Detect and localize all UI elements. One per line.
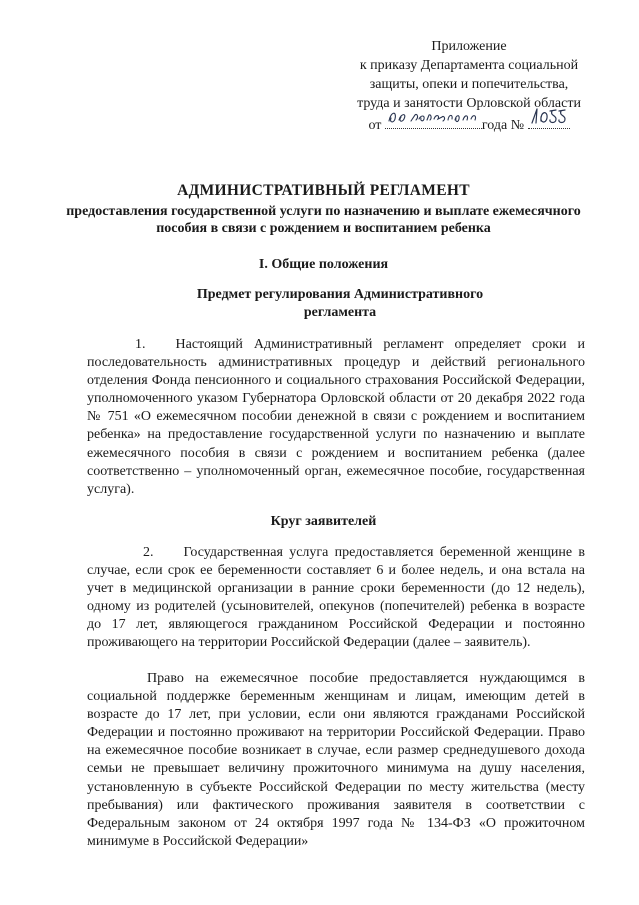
handwritten-number (528, 113, 570, 129)
appendix-date-number-line (345, 113, 593, 135)
handwritten-date-scribble (385, 105, 482, 127)
paragraph-1-number: 1. (135, 337, 146, 352)
appendix-region-line: труда и занятости Орловской области (357, 96, 581, 111)
regulation-title: АДМИНИСТРАТИВНЫЙ РЕГЛАМЕНТ (177, 182, 470, 199)
paragraph-2-number: 2. (143, 545, 154, 560)
paragraph-1 (87, 336, 585, 499)
handwritten-date (385, 113, 482, 129)
section-heading-general: I. Общие положения (258, 257, 389, 272)
paragraph-1-text: Настоящий Административный регламент определяет сроки и последовательность административных процедур и действий регионального отделения Фонда пенсионного и социального страхования Российской Федерации, уполномоченного указом Губернатора Орловской области от 20 декабря 2022 года № 751 «О ежемесячном пособии денежной в связи с рождением и воспитанием ребенка» на предоставление государственной услуги по назначению и выплате ежемесячного пособия в связи с рождением и воспитанием ребенка (далее соответственно – уполномоченный орган, ежемесячное пособие, государственная услуга). (87, 337, 585, 497)
regulation-subtitle: предоставления государственной услуги по назначению и выплате ежемесячного пособия в связи с рождением и воспитанием ребенка (66, 204, 581, 236)
subsection-heading-applicants: Круг заявителей (270, 514, 377, 529)
regulation-title-block (60, 181, 587, 237)
subsection-heading-subject: Предмет регулирования Административного регламента (196, 287, 484, 320)
handwritten-number-scribble (528, 105, 570, 127)
appendix-order-line: к приказу Департамента социальной (359, 58, 579, 73)
appendix-title: Приложение (431, 39, 507, 54)
paragraph-2-text: Государственная услуга предоставляется беременной женщине в случае, если срок ее беременности составляет 6 и более недель, и она встала на учет в медицинской организации в ранние сроки беременности (до 12 недель), одному из родителей (усыновителей, опекунов (попечителей) ребенка в возрасте до 17 лет, являющегося гражданином Российской Федерации и постоянно проживающего на территории Российской Федерации (далее – заявитель). (87, 545, 585, 651)
paragraph-3-text: Право на ежемесячное пособие предоставляется нуждающимся в социальной поддержке беременным женщинам и лицам, имеющим детей в возрасте до 17 лет, при условии, если они являются гражданами Российской Федерации и постоянно проживают на территории Российской Федерации. Право на ежемесячное пособие возникает в случае, если размер среднедушевого дохода семьи не превышает величину прожиточного минимума на душу населения, установленную в субъекте Российской Федерации по месту жительства (месту пребывания) или фактического проживания заявителя в соответствии с Федеральным законом от 24 октября 1997 года № 134-ФЗ «О прожиточном минимуме в Российской Федерации» (87, 671, 585, 849)
paragraph-3 (87, 670, 585, 851)
from-label: от (368, 118, 382, 133)
paragraph-2 (87, 544, 585, 653)
appendix-department-line: защиты, опеки и попечительства, (369, 77, 569, 92)
year-number-label: года № (481, 118, 525, 133)
appendix-header (345, 37, 593, 135)
